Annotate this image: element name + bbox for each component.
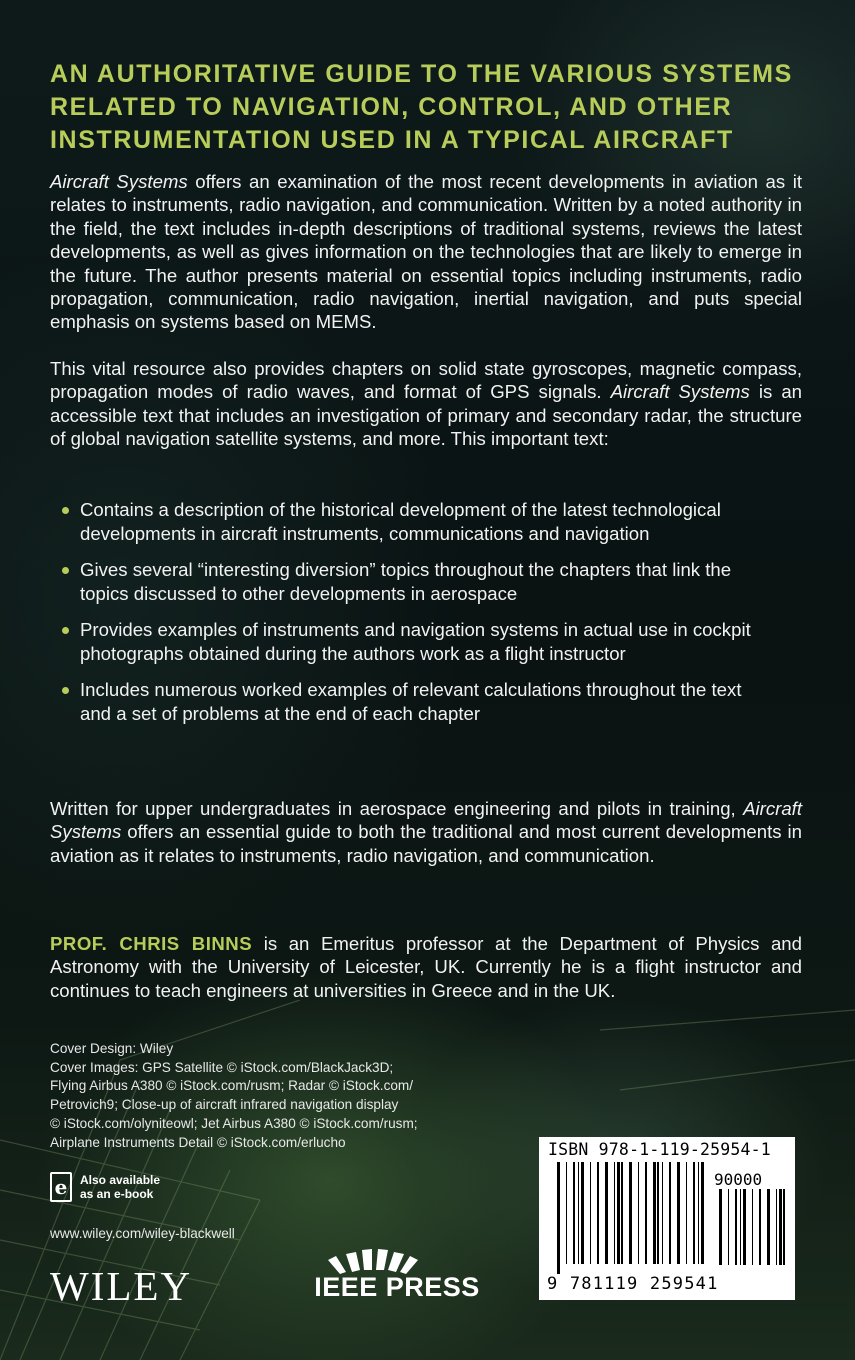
barcode-bar — [740, 1189, 741, 1265]
list-item — [62, 558, 752, 605]
resource-paragraph — [50, 357, 802, 451]
barcode-bar — [581, 1162, 584, 1264]
ean-digits: 9 781119 259541 — [547, 1274, 719, 1294]
bullet-icon — [62, 627, 69, 634]
ebook-label: Also available as an e-book — [80, 1173, 161, 1201]
resource-text-b: is an accessible text that includes an investigation of primary and secondary radar, the structure of global navigation satellite systems, and more. This important text: — [50, 381, 803, 450]
credit-line: Cover Design: Wiley — [50, 1041, 174, 1056]
intro-paragraph — [50, 170, 802, 334]
credit-line: Petrovich9; Close-up of aircraft infrared navigation display — [50, 1097, 399, 1113]
barcode-bar — [735, 1189, 737, 1265]
website-link[interactable]: www.wiley.com/wiley-blackwell — [50, 1226, 235, 1241]
list-item — [62, 498, 752, 545]
barcode-bar — [728, 1189, 729, 1265]
list-item-text: Includes numerous worked examples of relevant calculations throughout the text and a set of problems at the end of each chapter — [80, 679, 742, 724]
cover-credits — [50, 1040, 470, 1152]
credit-line: Cover Images: GPS Satellite © iStock.com/BlackJack3D; — [50, 1059, 394, 1075]
ebook-notice — [50, 1172, 170, 1202]
barcode-bar — [657, 1162, 659, 1264]
author-name: PROF. CHRIS BINNS — [50, 933, 253, 954]
book-title-italic: Aircraft Systems — [50, 171, 188, 192]
ean13-barcode-bars — [557, 1162, 711, 1274]
ieee-press-text: IEEE PRESS — [314, 1272, 480, 1302]
barcode-bar — [645, 1162, 647, 1264]
isbn-barcode — [539, 1137, 795, 1300]
barcode-bar — [698, 1162, 699, 1264]
ieee-sunburst-icon — [302, 1248, 492, 1274]
barcode-bar — [743, 1189, 746, 1265]
cover-heading: AN AUTHORITATIVE GUIDE TO THE VARIOUS SYSTEMS RELATED TO NAVIGATION, CONTROL, AND OTHER INSTRUMENTATION USED IN A TYPICAL AIRCRAFT — [50, 60, 793, 154]
barcode-bar — [573, 1162, 575, 1264]
ebook-icon: e — [50, 1172, 72, 1202]
barcode-bar — [557, 1162, 560, 1274]
barcode-bar — [621, 1162, 623, 1264]
list-item-text: Provides examples of instruments and navigation systems in actual use in cockpit photographs obtained during the authors work as a flight instructor — [80, 619, 751, 664]
credit-line: © iStock.com/olyniteowl; Jet Airbus A380 © iStock.com/rusm; — [50, 1115, 418, 1131]
audience-text-b: offers an essential guide to both the traditional and most current developments in aviation as it relates to instruments, radio navigation, and communication. — [50, 821, 802, 866]
addon-barcode-bars — [719, 1189, 785, 1275]
bullet-icon — [62, 507, 69, 514]
credit-line: Flying Airbus A380 © iStock.com/rusm; Radar © iStock.com/ — [50, 1078, 414, 1094]
barcode-bar — [669, 1162, 671, 1264]
barcode-bar — [617, 1162, 620, 1264]
ieee-press-logo — [302, 1248, 492, 1308]
audience-paragraph — [50, 797, 802, 867]
barcode-bar — [653, 1162, 656, 1264]
isbn-number: ISBN 978-1-119-25954-1 — [548, 1140, 771, 1159]
list-item-text: Contains a description of the historical development of the latest technological developments in aircraft instruments, communications and navigation — [80, 499, 721, 544]
book-title-italic: Aircraft Systems — [610, 381, 750, 403]
audience-text-a: Written for upper undergraduates in aerospace engineering and pilots in training, — [50, 798, 744, 819]
feature-list — [62, 498, 752, 738]
author-bio-text: is an Emeritus professor at the Department of Physics and Astronomy with the University of Leicester, UK. Currently he is a flight instructor and continues to teach engineers at universities in Greece and in the UK. — [50, 933, 802, 1001]
price-addon-code: 90000 — [714, 1170, 763, 1189]
barcode-bar — [767, 1189, 770, 1265]
barcode-bar — [605, 1162, 608, 1264]
barcode-bar — [629, 1162, 632, 1264]
list-item-text: Gives several “interesting diversion” topics throughout the chapters that link the topics discussed to other developments in aerospace — [80, 559, 732, 604]
barcode-bar — [759, 1189, 761, 1265]
barcode-bar — [638, 1162, 639, 1264]
barcode-bar — [693, 1162, 695, 1264]
barcode-bar — [614, 1162, 615, 1264]
barcode-bar — [701, 1162, 704, 1264]
resource-text-a: This vital resource also provides chapters on solid state gyroscopes, magnetic compass, propagation modes of radio waves, and format of GPS signals. — [50, 358, 802, 403]
barcode-bar — [677, 1162, 680, 1264]
wiley-logo: WILEY — [50, 1263, 193, 1309]
barcode-bar — [590, 1162, 591, 1264]
list-item — [62, 678, 752, 725]
barcode-bar — [662, 1162, 663, 1264]
barcode-bar — [752, 1189, 753, 1265]
author-bio — [50, 932, 802, 1002]
intro-text: offers an examination of the most recent developments in aviation as it relates to instruments, radio navigation, and communication. Written by a noted authority in the field, the text includes in-depth descriptions of traditional systems, reviews the latest developments, as well as gives information on the technologies that are likely to emerge in the future. The author presents material on essential topics including instruments, radio propagation, communication, radio navigation, inertial navigation, and puts special emphasis on systems based on MEMS. — [50, 171, 803, 333]
credit-line: Airplane Instruments Detail © iStock.com/erlucho — [50, 1134, 346, 1150]
book-title-italic: Aircraft Systems — [50, 798, 802, 843]
barcode-bar — [686, 1162, 687, 1264]
bullet-icon — [62, 567, 69, 574]
list-item — [62, 618, 752, 665]
barcode-bar — [776, 1189, 777, 1265]
barcode-bar — [783, 1189, 785, 1265]
bullet-icon — [62, 687, 69, 694]
barcode-bar — [566, 1162, 567, 1264]
barcode-bar — [578, 1162, 579, 1264]
barcode-bar — [779, 1189, 782, 1265]
barcode-bar — [597, 1162, 599, 1264]
barcode-bar — [719, 1189, 722, 1265]
